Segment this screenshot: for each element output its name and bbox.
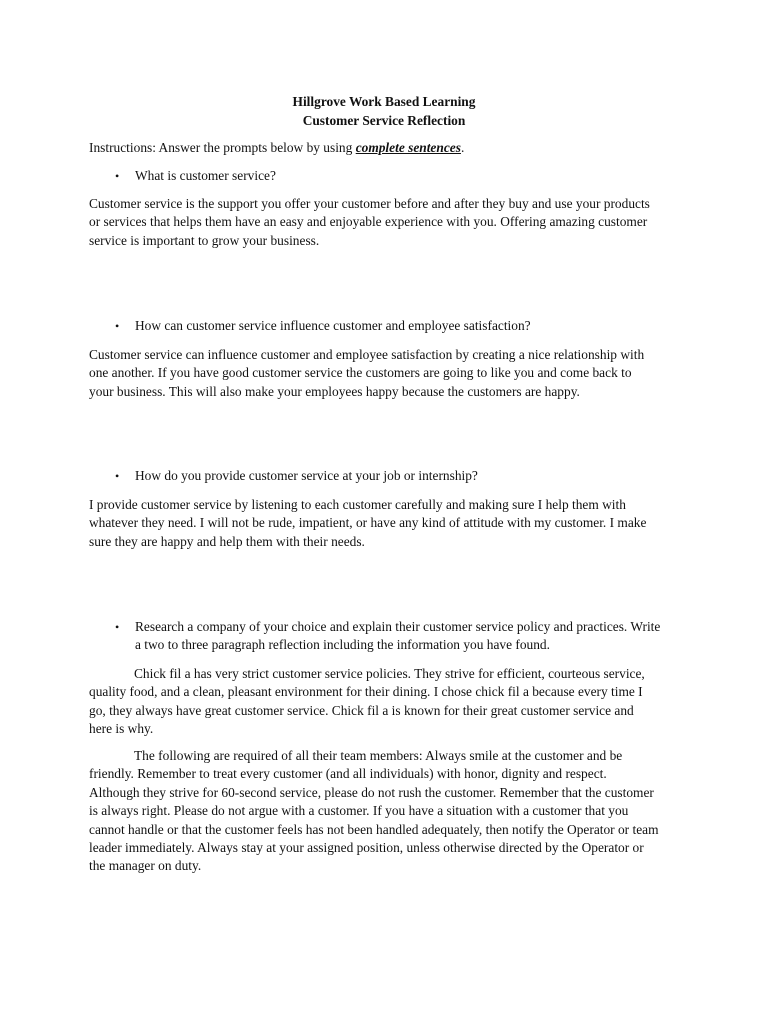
document-title xyxy=(0,92,768,130)
answer-3 xyxy=(89,496,681,551)
answer-3-line: sure they are happy and help them with their needs. xyxy=(89,533,365,549)
answer-2-line: your business. This will also make your employees happy because the customers are happy. xyxy=(89,383,580,399)
prompt-4-text-line: a two to three paragraph reflection including the information you have found. xyxy=(135,637,550,653)
prompt-3-text: How do you provide customer service at your job or internship? xyxy=(135,468,478,483)
answer-2 xyxy=(89,346,681,401)
prompt-2 xyxy=(115,317,685,335)
title-line-2: Customer Service Reflection xyxy=(302,113,466,128)
instructions-emphasis: complete sentences xyxy=(355,140,461,155)
answer-1-line: or services that helps them have an easy and enjoyable experience with you. Offering amazing customer xyxy=(89,214,648,230)
bullet-icon: • xyxy=(115,169,120,183)
prompt-2-text: How can customer service influence customer and employee satisfaction? xyxy=(135,318,531,333)
answer-4-paragraph-1 xyxy=(89,665,681,739)
prompt-4-text-line: Research a company of your choice and explain their customer service policy and practices. Write xyxy=(135,619,661,634)
prompt-1-text: What is customer service? xyxy=(135,168,276,183)
instructions-suffix: . xyxy=(460,140,465,155)
answer-4-p1-line: quality food, and a clean, pleasant environment for their dining. I chose chick fil a because every time I xyxy=(89,684,643,700)
answer-4-p2-line: cannot handle or that the customer feels has not been handled adequately, then notify the Operator or team xyxy=(89,821,659,837)
prompt-4 xyxy=(115,618,685,655)
answer-2-line: Customer service can influence customer and employee satisfaction by creating a nice relationship with xyxy=(89,347,645,362)
answer-2-line: one another. If you have good customer service the customers are going to like you and come back to xyxy=(89,365,632,381)
answer-4-p1-line: Chick fil a has very strict customer service policies. They strive for efficient, courteous service, xyxy=(134,666,645,681)
answer-1 xyxy=(89,195,681,250)
prompt-3 xyxy=(115,467,685,485)
instructions-prefix: Instructions: Answer the prompts below by using xyxy=(89,140,356,155)
answer-4-p2-line: Although they strive for 60-second service, please do not rush the customer. Remember that the customer xyxy=(89,784,654,800)
instructions xyxy=(89,139,464,157)
bullet-icon: • xyxy=(115,469,120,483)
answer-4-p1-line: go, they always have great customer service. Chick fil a is known for their great customer service and xyxy=(89,702,634,718)
bullet-icon: • xyxy=(115,319,120,333)
answer-4-p2-line: The following are required of all their team members: Always smile at the customer and be xyxy=(134,748,623,763)
answer-1-line: service is important to grow your business. xyxy=(89,232,320,248)
answer-4-p2-line: leader immediately. Always stay at your assigned position, unless otherwise directed by the Operator or xyxy=(89,840,644,856)
bullet-icon: • xyxy=(115,620,120,634)
answer-4-p2-line: friendly. Remember to treat every customer (and all individuals) with honor, dignity and respect. xyxy=(89,766,607,782)
answer-1-line: Customer service is the support you offer your customer before and after they buy and use your products xyxy=(89,196,650,211)
answer-4-paragraph-2 xyxy=(89,747,681,876)
answer-4-p1-line: here is why. xyxy=(89,721,154,737)
answer-4-p2-line: the manager on duty. xyxy=(89,858,202,874)
answer-4-p2-line: is always right. Please do not argue with a customer. If you have a situation with a customer that you xyxy=(89,803,629,819)
answer-3-line: I provide customer service by listening to each customer carefully and making sure I help them with xyxy=(89,497,626,512)
title-line-1: Hillgrove Work Based Learning xyxy=(292,94,476,109)
prompt-1 xyxy=(115,167,685,185)
answer-3-line: whatever they need. I will not be rude, impatient, or have any kind of attitude with my customer. I make xyxy=(89,515,647,531)
